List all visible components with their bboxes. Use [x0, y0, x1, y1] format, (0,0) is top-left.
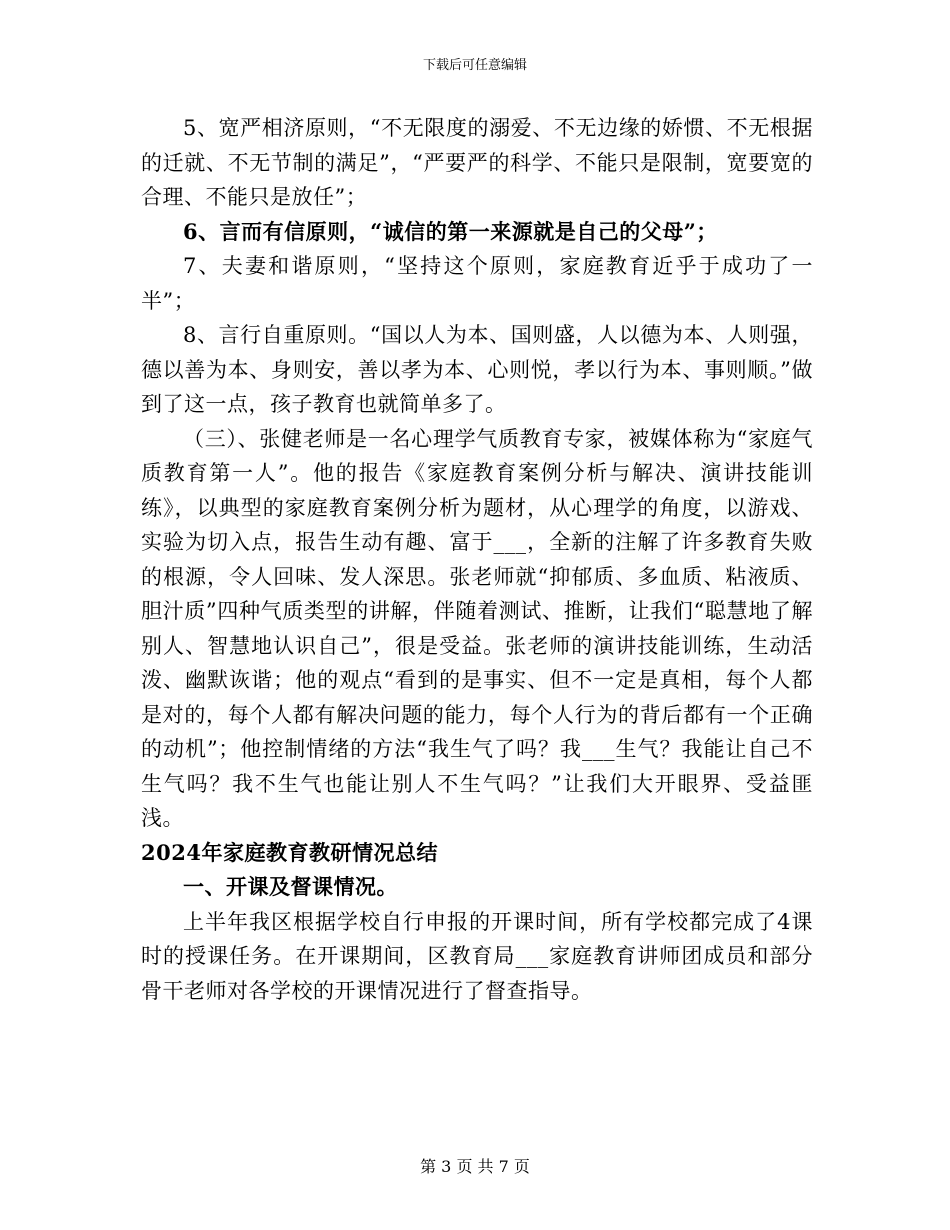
- paragraph-principle-6: 6、言而有信原则，“诚信的第一来源就是自己的父母”；: [183, 218, 718, 244]
- paragraph-principle-8: 8、言行自重原则。“国以人为本、国则盛，人以德为本、人则强，德以善为本、身则安，善以孝为本、心则悦，孝以行为本、事则顺。”做到了这一点，孩子教育也就简单多了。: [141, 323, 813, 416]
- section-paragraph: 上半年我区根据学校自行申报的开课时间，所有学校都完成了4课时的授课任务。在开课期间，区教育局___家庭教育讲师团成员和部分骨干老师对各学校的开课情况进行了督查指导。: [141, 909, 813, 1003]
- paragraph-speaker-report: （三）、张健老师是一名心理学气质教育专家，被媒体称为“家庭气质教育第一人”。他的报告《家庭教育案例分析与解决、演讲技能训练》，以典型的家庭教育案例分析为题材，从心理学的角度，以游戏、实验为切入点，报告生动有趣、富于___，全新的注解了许多教育失败的根源，令人回味、发人深思。张老师就“抑郁质、多血质、粘液质、胆汁质”四种气质类型的讲解，伴随着测试、推断，让我们“聪慧地了解别人、智慧地认识自己”，很是受益。张老师的演讲技能训练，生动活泼、幽默诙谐；他的观点“看到的是事实、但不一定是真相，每个人都是对的，每个人都有解决问题的能力，每个人行为的背后都有一个正确的动机”；他控制情绪的方法“我生气了吗？我___生气？我能让自己不生气吗？我不生气也能让别人不生气吗？”让我们大开眼界、受益匪浅。: [141, 426, 813, 830]
- paragraph-principle-7: 7、夫妻和谐原则，“坚持这个原则，家庭教育近乎于成功了一半”；: [141, 254, 813, 313]
- paragraph-principle-5: 5、宽严相济原则，“不无限度的溺爱、不无边缘的娇惯、不无根据的迁就、不无节制的满足”，“严要严的科学、不能只是限制，宽要宽的合理、不能只是放任”；: [141, 116, 813, 209]
- page-footer: 第 3 页 共 7 页: [420, 1157, 530, 1176]
- page-header: 下载后可任意编辑: [422, 58, 527, 73]
- section-heading: 一、开课及督课情况。: [183, 874, 398, 899]
- document-body: [141, 111, 813, 1008]
- document-title: 2024年家庭教育教研情况总结: [141, 839, 438, 865]
